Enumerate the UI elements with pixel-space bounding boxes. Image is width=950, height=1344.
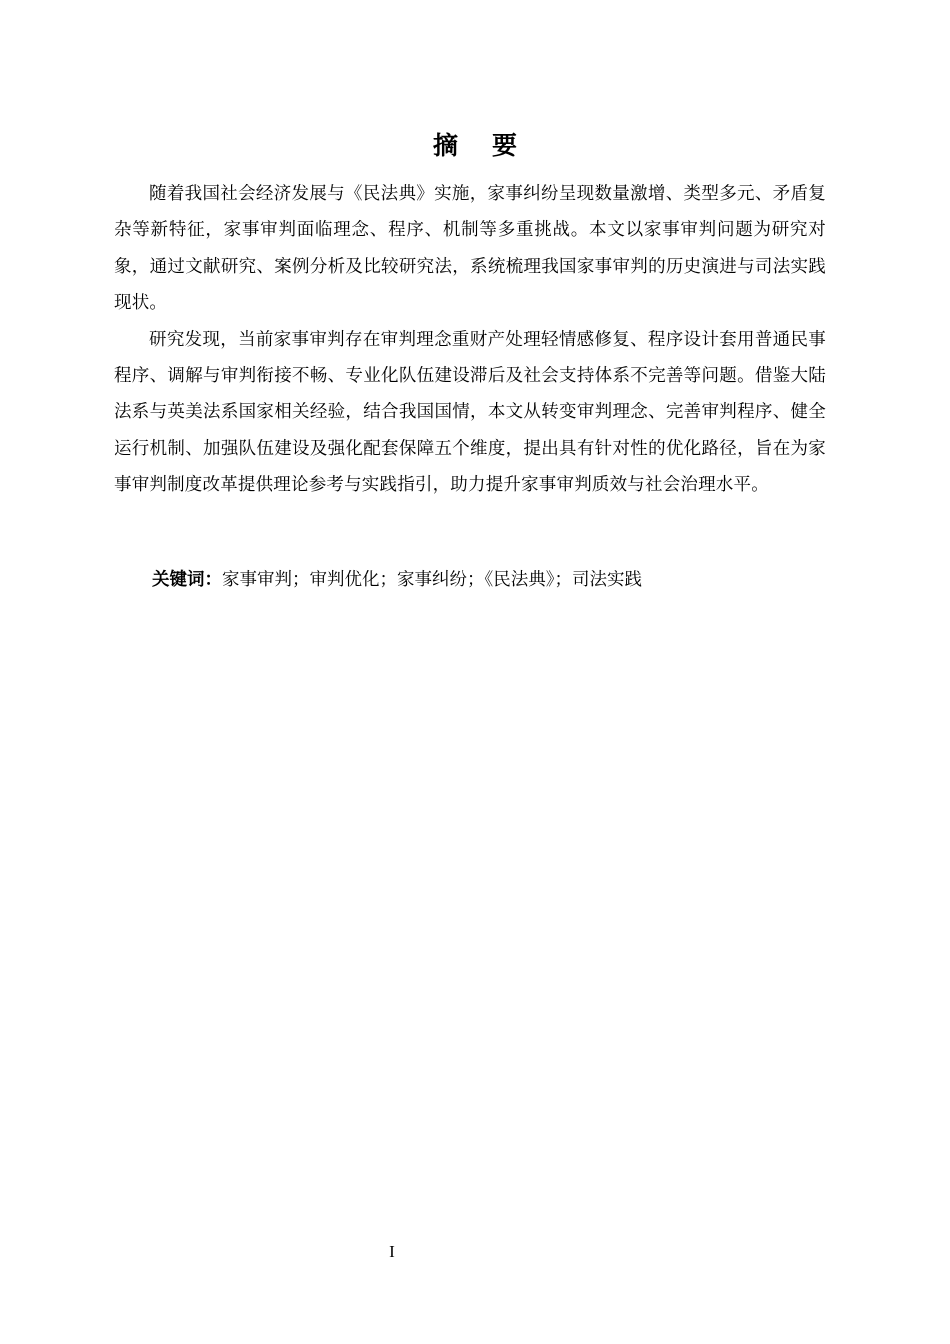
- keywords-text: 家事审判；审判优化；家事纠纷；《民法典》；司法实践: [222, 570, 642, 590]
- abstract-body: [114, 176, 826, 504]
- abstract-paragraph: 随着我国社会经济发展与《民法典》实施，家事纠纷呈现数量激增、类型多元、矛盾复杂等新特征，家事审判面临理念、程序、机制等多重挑战。本文以家事审判问题为研究对象，通过文献研究、案例分析及比较研究法，系统梳理我国家事审判的历史演进与司法实践现状。: [114, 184, 826, 314]
- keywords-label: 关键词：: [152, 570, 222, 590]
- keywords-line: [152, 565, 852, 595]
- page-title: 摘要: [432, 131, 551, 160]
- page-number: I: [389, 1242, 395, 1261]
- abstract-paragraph: 研究发现，当前家事审判存在审判理念重财产处理轻情感修复、程序设计套用普通民事程序、调解与审判衔接不畅、专业化队伍建设滞后及社会支持体系不完善等问题。借鉴大陆法系与英美法系国家相关经验，结合我国国情，本文从转变审判理念、完善审判程序、健全运行机制、加强队伍建设及强化配套保障五个维度，提出具有针对性的优化路径，旨在为家事审判制度改革提供理论参考与实践指引，助力提升家事审判质效与社会治理水平。: [114, 329, 826, 496]
